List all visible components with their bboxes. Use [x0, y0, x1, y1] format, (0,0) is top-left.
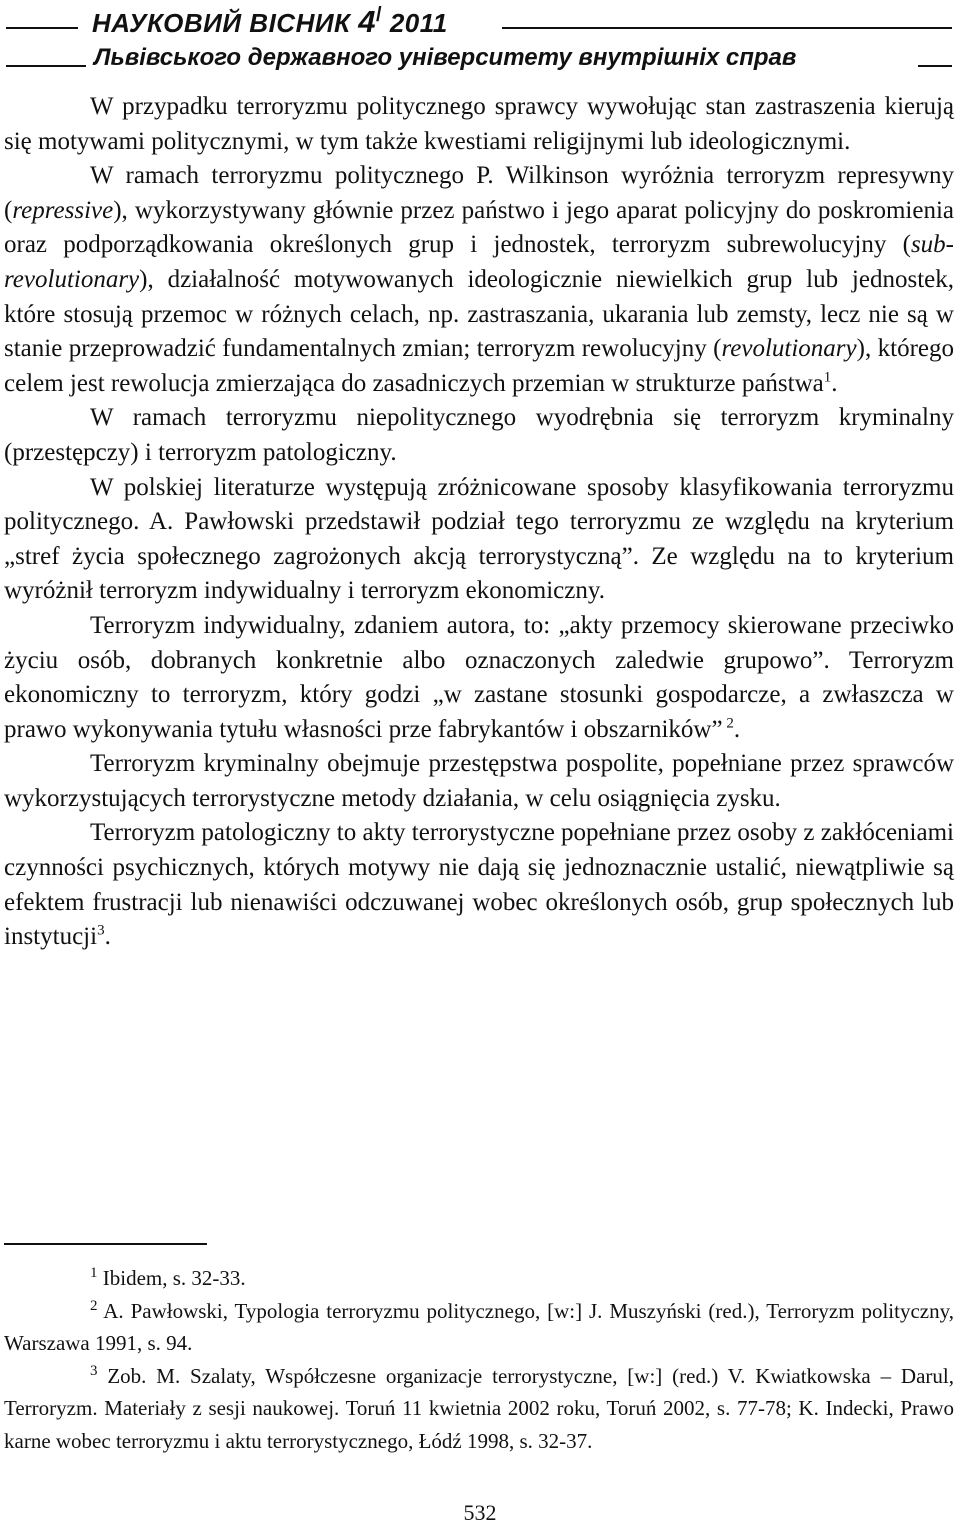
italic-term: repressive	[12, 196, 114, 224]
text-run: .	[733, 715, 741, 743]
paragraph	[4, 90, 954, 159]
footnote-mark: 2	[90, 1297, 98, 1314]
page-number: 532	[463, 1500, 497, 1525]
text-run: W ramach terroryzmu niepolitycznego wyodrębnia się terroryzm kryminalny (przestępczy) i terroryzm patologiczny.	[4, 404, 954, 466]
footnote-text: A. Pawłowski, Typologia terroryzmu politycznego, [w:] J. Muszyński (red.), Terroryzm polityczny, Warszawa 1991, s. 94.	[4, 1298, 954, 1355]
header-rule-left-2	[6, 65, 86, 67]
paragraph	[4, 159, 954, 401]
text-run: W przypadku terroryzmu politycznego sprawcy wywołując stan zastraszenia kierują się motywami politycznymi, w tym także kwestiami religijnymi lub ideologicznymi.	[4, 93, 954, 155]
footnote-mark: 3	[90, 1362, 98, 1379]
issue-separator: /	[376, 4, 383, 26]
footnote-text: Zob. M. Szalaty, Współczesne organizacje terrorystyczne, [w:] (red.) V. Kwiatkowska – Darul, Terroryzm. Materiały z sesji naukowej. Toruń 11 kwietnia 2002 roku, Toruń 2002, s. 77-78; K. Indecki, Prawo karne wobec terroryzmu i aktu terrorystycznego, Łódź 1998, s. 32-37.	[4, 1363, 954, 1453]
footnote-ref: 3	[97, 922, 105, 939]
footnote	[4, 1360, 954, 1458]
running-header-bottom	[6, 42, 952, 76]
footnotes	[4, 1262, 954, 1457]
footnote-mark: 1	[90, 1265, 98, 1281]
journal-year: 2011	[389, 8, 448, 38]
text-run: W ramach terroryzmu politycznego P. Wilkinson wyróżnia terroryzm represywny (	[4, 162, 954, 224]
journal-title	[92, 4, 448, 40]
text-run: ), którego celem jest rewolucja zmierzająca do zasadniczych przemian w strukturze państwa	[4, 335, 954, 397]
paragraph	[4, 609, 954, 747]
text-run: .	[831, 369, 838, 397]
footnote	[4, 1295, 954, 1360]
paragraph	[4, 471, 954, 609]
italic-term: sub-revolutionary	[4, 231, 954, 293]
university-name: Львівського державного університету внутрішніх справ	[94, 44, 797, 71]
header-rule-left	[6, 27, 78, 29]
footnote	[4, 1262, 954, 1295]
text-run: ), wykorzystywany głównie przez państwo i jego aparat policyjny do poskromienia oraz podporządkowania określonych grup i jednostek, terroryzm subrewolucyjny (	[4, 196, 954, 259]
issue-number: 4	[358, 4, 377, 39]
text-run: Terroryzm indywidualny, zdaniem autora, to: „akty przemocy skierowane przeciwko życiu osób, dobranych konkretnie albo oznaczonych zaledwie grupowo”. Terroryzm ekonomiczny to terroryzm, który godzi „w zastane stosunki gospodarcze, a zwłaszcza w prawo wykonywania tytułu własności prze fabrykantów i obszarników”	[4, 611, 954, 743]
text-run: Terroryzm patologiczny to akty terrorystyczne popełniane przez osoby z zakłóceniami czynności psychicznych, których motywy nie dają się jednoznacznie ustalić, niewątpliwie są efektem frustracji lub nienawiści odczuwanej wobec określonych osób, grup społecznych lub instytucji	[4, 819, 954, 951]
text-run: Terroryzm kryminalny obejmuje przestępstwa pospolite, popełniane przez sprawców wykorzystujących terrorystyczne metody działania, w celu osiągnięcia zysku.	[4, 750, 954, 812]
text-run: .	[104, 923, 111, 951]
italic-term: revolutionary	[721, 335, 857, 363]
text-run: ), działalność motywowanych ideologicznie niewielkich grup lub jednostek, które stosują przemoc w różnych celach, np. zastraszania, ukarania lub zemsty, lecz nie są w stanie przeprowadzić fundamentalnych zmian; terroryzm rewolucyjny (	[4, 265, 954, 363]
header-rule-right	[502, 27, 952, 29]
footnote-text: Ibidem, s. 32-33.	[97, 1266, 246, 1290]
footnote-separator	[4, 1243, 207, 1245]
text-run: W polskiej literaturze występują zróżnicowane sposoby klasyfikowania terroryzmu politycznego. A. Pawłowski przedstawił podział tego terroryzmu ze względu na kryterium „stref życia społecznego zagrożonych akcją terrorystyczną”. Ze względu na to kryterium wyróżnił terroryzm indywidualny i terroryzm ekonomiczny.	[4, 473, 954, 605]
header-rule-right-2	[918, 65, 952, 67]
journal-name: НАУКОВИЙ ВІСНИК	[92, 8, 351, 38]
paragraph	[4, 401, 954, 470]
paragraph	[4, 816, 954, 954]
footnote-ref: 2	[722, 715, 734, 732]
footnote-ref: 1	[823, 369, 832, 386]
running-header-top	[6, 2, 952, 38]
paragraph	[4, 747, 954, 816]
article-body	[4, 90, 954, 955]
